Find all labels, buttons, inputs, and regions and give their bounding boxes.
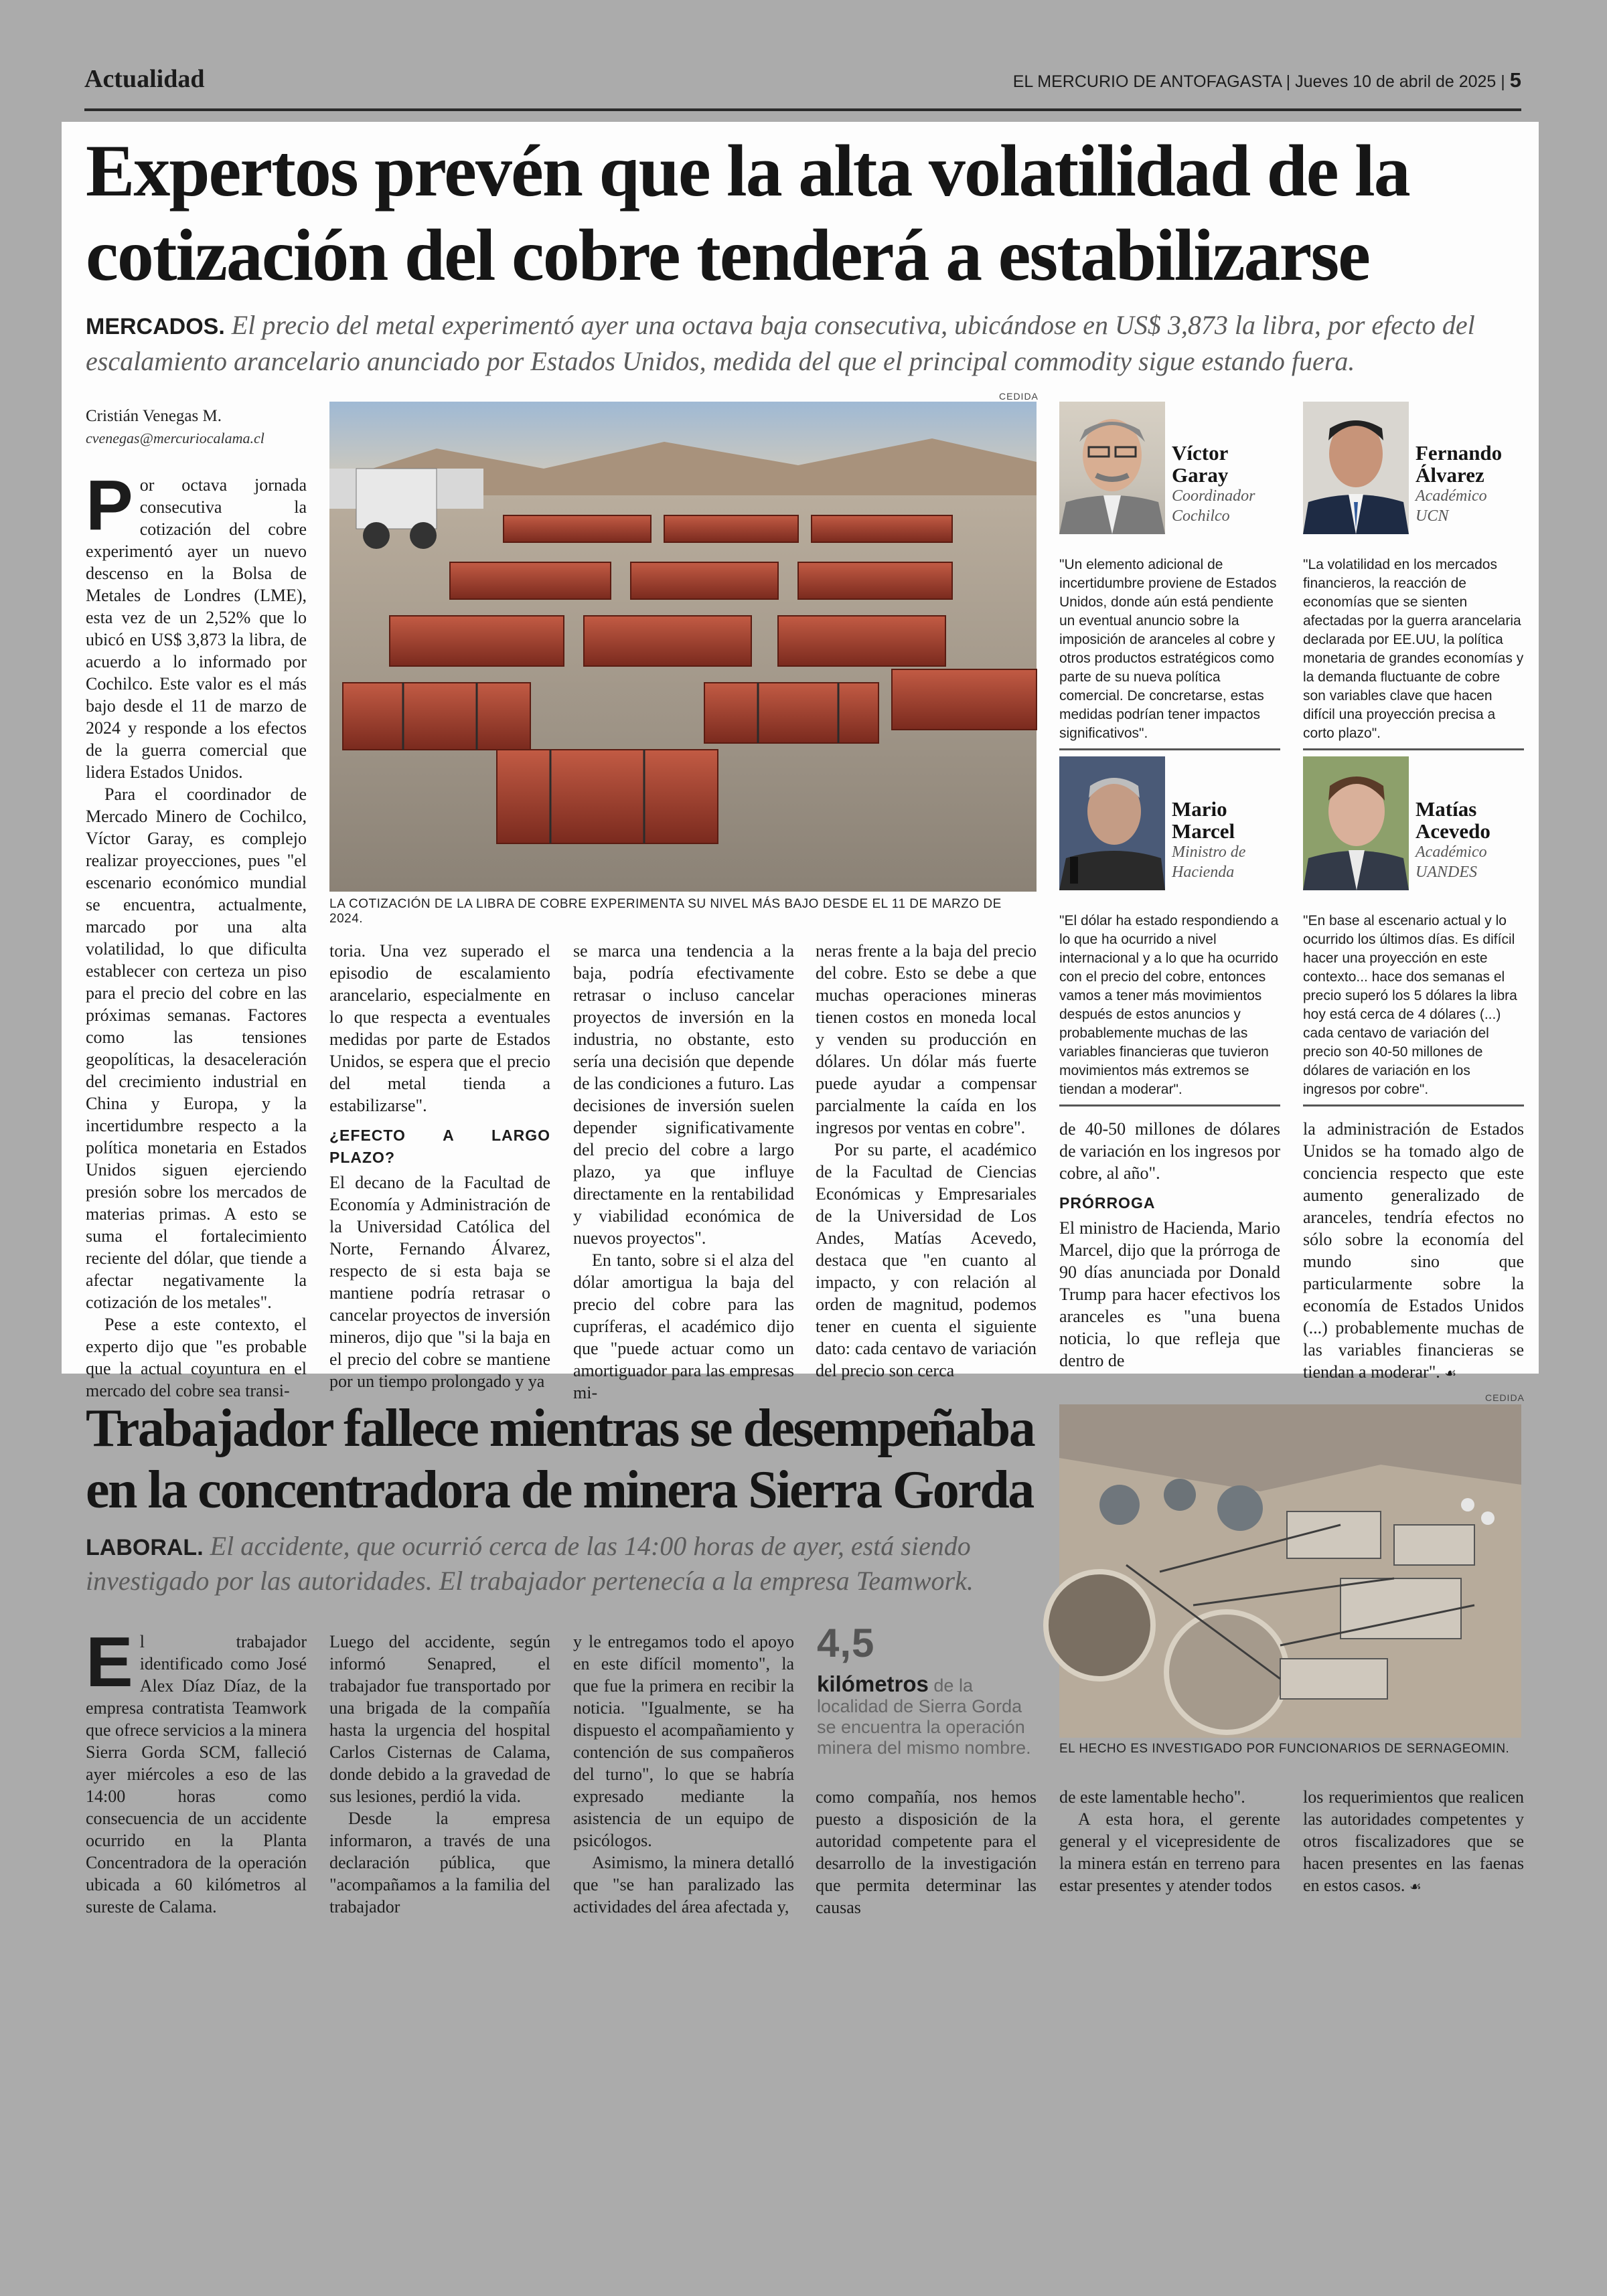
end-mark-icon: ☙ [1444,1365,1457,1381]
end-mark-icon: ☙ [1409,1878,1422,1894]
portrait-image [1303,402,1409,534]
newspaper-name: EL MERCURIO DE ANTOFAGASTA [1012,72,1282,91]
article-column-5 [1059,1786,1280,1913]
person-last-name: Álvarez [1415,463,1484,487]
person-first-name: Matías [1415,797,1477,821]
avatar [1059,756,1165,890]
paragraph: Asimismo, la minera detalló que "se han paralizado las actividades del área afectada y, [573,1853,794,1916]
paragraph-text: la administración de Estados Unidos se ha tomado algo de conciencia respecto que este aumento generalizado de aranceles, tendría efectos no sólo sobre la economía del mundo sino que particularmente sobre la economía de Estados Unidos (...) probablemente muchas de las variables financieras se tiendan a moderar". [1303,1119,1524,1382]
paragraph: toria. Una vez superado el episodio de escalamiento arancelario, especialmente en lo que respecta a eventuales medidas por parte de Estados Unidos, se espera que el precio del metal tienda a estabilizarse". [329,941,550,1115]
article-column-4 [816,1786,1037,1917]
page-number: 5 [1509,68,1521,92]
paragraph: Por su parte, el académico de la Facultad de Ciencias Económicas y Empresariales de la Universidad de Los Andes, Matías Acevedo, destaca que "en cuanto al impacto, y con relación al orden de magnitud, podemos tener en cuenta el siguiente dato: cada centavo de variación del precio son cerca [816,1140,1037,1380]
article-column-2 [329,940,550,1391]
portrait-image [1059,756,1165,890]
headline-line: cotización del cobre tenderá a estabilizarse [86,214,1369,296]
person-quote: "En base al escenario actual y lo ocurrido los últimos días. Es difícil hacer una proyección en este contexto... hace dos semanas el precio superó los 5 dólares la libra hoy está cerca de 4 dólares (...) cada centavo de variación del precio son 40-50 millones de dólares de variación en los ingresos por cobre". [1303,912,1524,1106]
paragraph: or octava jornada consecutiva la cotización del cobre experimentó ayer un nuevo descenso en la Bolsa de Metales de Londres (LME), esta vez de un 2,52% que lo ubicó en US$ 3,873 la libra, de acuerdo a lo informado por Cochilco. Este valor es el más bajo desde el 11 de marzo de 2024 y responde a los efectos de la guerra comercial que lidera Estados Unidos. [86,475,307,782]
photo-credit: CEDIDA [1485,1392,1525,1403]
byline: Cristián Venegas M. [86,407,222,425]
person-role: Académico [1415,843,1487,861]
person-organization: UANDES [1415,864,1477,881]
article-lede [86,308,1519,379]
person-name [1415,442,1502,526]
portrait-image [1303,756,1409,890]
paragraph: A esta hora, el gerente general y el vicepresidente de la minera están en terreno para estar presentes y atender todos [1059,1809,1280,1895]
paragraph: Luego del accidente, según informó Senapred, el trabajador fue transportado por una brigada de la compañía hasta la urgencia del hospital Carlos Cisternas de Calama, donde debido a la gravedad de sus lesiones, perdió la vida. [329,1632,550,1806]
article-column-3 [573,940,794,1402]
drop-cap: E [86,1623,133,1702]
person-organization: UCN [1415,507,1449,525]
paragraph: Pese a este contexto, el experto dijo que "es probable que la actual coyuntura en el mercado del cobre sea transi- [86,1315,307,1400]
section-label: Actualidad [84,65,205,93]
article-column-1 [86,466,307,1400]
article-column-4 [816,940,1037,1380]
byline-email: cvenegas@mercuriocalama.cl [86,430,264,446]
paragraph: El decano de la Facultad de Economía y Administración de la Universidad Católica del Norte, Fernando Álvarez, respecto de si esta baja se mantiene podría retrasar o cancelar proyectos de inversión mineros, dijo que "si la baja en el precio del cobre se mantiene por un tiempo prolongado y ya [329,1173,550,1391]
person-organization: Hacienda [1172,864,1235,881]
lede-text: El accidente, que ocurrió cerca de las 14:00 horas de ayer, está siendo investigado por las autoridades. El trabajador pertenecía a la empresa Teamwork. [86,1531,974,1596]
person-first-name: Mario [1172,797,1227,821]
paragraph: como compañía, nos hemos puesto a disposición de la autoridad competente para el desarrollo de la investigación que permita determinar las causas [816,1787,1037,1917]
issue-date: Jueves 10 de abril de 2025 [1295,72,1497,91]
copper-cathodes-photo [329,402,1037,892]
page-header [84,62,1521,111]
stat-text: de la localidad de Sierra Gorda se encuentra la operación minera del mismo nombre. [817,1675,1031,1758]
photo-credit: CEDIDA [999,391,1039,402]
article-column-2 [329,1631,550,1916]
paragraph: de 40-50 millones de dólares de variación en los ingresos por cobre, al año". [1059,1119,1280,1183]
stat-number: 4,5 [817,1621,875,1665]
article-headline [86,1398,1077,1521]
article-column-1 [86,1623,307,1916]
person-name [1415,798,1490,882]
headline-line: Trabajador fallece mientras se desempeñaba [86,1399,1035,1458]
avatar [1303,402,1409,534]
article-column-6 [1303,1786,1524,1913]
headline-line: Expertos prevén que la alta volatilidad de la [86,130,1409,212]
drop-cap: P [86,466,133,545]
paragraph: Para el coordinador de Mercado Minero de Cochilco, Víctor Garay, es complejo realizar proyecciones, pues "el escenario económico mundial se encuentra, actualmente, marcado por una alta volatilidad, lo que dificulta establecer con certeza un piso para el precio del cobre en las próximas semanas. Factores como las tensiones geopolíticas, la desaceleración del crecimiento industrial en China y Europa, y la incertidumbre respecto a la política monetaria en Estados Unidos siguen ejerciendo presión sobre los mercados de materias primas. A esto se suma el fortalecimiento reciente del dólar, que tiende a afectar negativamente la cotización de los metales". [86,785,307,1312]
headline-line: en la concentradora de minera Sierra Gorda [86,1461,1033,1520]
avatar [1303,756,1409,890]
article-headline [86,129,1492,297]
person-name [1172,442,1255,526]
article-column-6 [1303,1118,1524,1382]
lede-text: El precio del metal experimentó ayer una octava baja consecutiva, ubicándose en US$ 3,873 la libra, por efecto del escalamiento arancelario anunciado por Estados Unidos, medida del que el principal commodity sigue estando fuera. [86,310,1475,376]
mine-aerial-photo [1059,1404,1521,1738]
person-first-name: Víctor [1172,441,1229,465]
stat-description [817,1673,1038,1758]
newspaper-dateline: EL MERCURIO DE ANTOFAGASTA | Jueves 10 de abril de 2025 | 5 [1012,68,1521,92]
person-quote: "La volatilidad en los mercados financieros, la reacción de economías que se sienten afectadas por la guerra arancelaria declarada por EE.UU, la política monetaria de grandes economías y la demanda fluctuante de cobre son variables clave que hacen difícil una proyección precisa a corto plazo". [1303,556,1524,750]
photo-caption: EL HECHO ES INVESTIGADO POR FUNCIONARIOS DE SERNAGEOMIN. [1059,1742,1510,1756]
photo-caption: LA COTIZACIÓN DE LA LIBRA DE COBRE EXPERIMENTA SU NIVEL MÁS BAJO DESDE EL 11 DE MARZO DE 2024. [329,897,1002,926]
person-first-name: Fernando [1415,441,1503,465]
person-last-name: Acevedo [1415,819,1490,843]
paragraph: se marca una tendencia a la baja, podría efectivamente retrasar o incluso cancelar proyectos de inversión en la industria, no obstante, esto sería una decisión que depende de las condiciones a futuro. Las decisiones de inversión suelen depender significativamente del precio del cobre a largo plazo, ya que influye directamente en la rentabilidad y viabilidad económica de nuevos proyectos". [573,941,794,1248]
lede-kicker: MERCADOS. [86,314,225,339]
paragraph: En tanto, sobre si el alza del dólar amortigua la baja del precio del cobre para las cupríferas, el académico dijo que "puede actuar como un amortiguador para las empresas mi- [573,1250,794,1402]
article-lede [86,1530,1077,1598]
subheading: PRÓRROGA [1059,1194,1156,1212]
paragraph: Desde la empresa informaron, a través de una declaración pública, que "acompañamos a la familia del trabajador [329,1809,550,1916]
paragraph-text: los requerimientos que realicen las autoridades competentes y otros fiscalizadores que se hacen presentes en las faenas en estos casos. [1303,1787,1524,1895]
stat-unit: kilómetros [817,1671,929,1696]
person-quote: "El dólar ha estado respondiendo a lo que ha ocurrido a nivel internacional y a lo que ha ocurrido con el precio del cobre, entonces vamos a tener más movimientos después de estos anuncios y probablemente muchas de las variables financieras que tuvieron movimientos más extremos se tiendan a moderar". [1059,912,1280,1106]
paragraph: El ministro de Hacienda, Mario Marcel, dijo que la prórroga de 90 días anunciada por Donald Trump para hacer efectivos los aranceles es "una buena noticia, lo que refleja que dentro de [1059,1218,1280,1370]
person-role: Coordinador [1172,487,1255,505]
person-quote: "Un elemento adicional de incertidumbre proviene de Estados Unidos, donde aún está pendiente un eventual anuncio sobre la imposición de aranceles al cobre y otros productos estratégicos como parte de su nueva política comercial. De concretarse, estas medidas podrían tener impactos significativos". [1059,556,1280,750]
person-organization: Cochilco [1172,507,1230,525]
article-column-5 [1059,1118,1280,1370]
portrait-image [1059,402,1165,534]
paragraph [1303,1786,1524,1898]
paragraph [1303,1118,1524,1384]
paragraph: l trabajador identificado como José Alex Díaz Díaz, de la empresa contratista Teamwork que ofrece servicios a la minera Sierra Gorda SCM, falleció ayer miércoles a eso de las 14:00 horas como consecuencia de un accidente ocurrido en la Planta Concentradora de la operación ubicada a 60 kilómetros al sureste de Calama. [86,1632,307,1916]
person-role: Académico [1415,487,1487,505]
paragraph: y le entregamos todo el apoyo en este difícil momento", la que fue la primera en recibir la noticia. "Igualmente, se ha dispuesto el acompañamiento y contención de sus compañeros del turno", lo que se habría expresado mediante la asistencia de un equipo de psicólogos. [573,1632,794,1850]
person-name [1172,798,1245,882]
person-role: Ministro de [1172,843,1246,861]
paragraph: de este lamentable hecho". [1059,1787,1245,1807]
avatar [1059,402,1165,534]
mine-aerial-image [1059,1404,1521,1738]
person-last-name: Garay [1172,463,1229,487]
person-last-name: Marcel [1172,819,1235,843]
article-column-3 [573,1631,794,1916]
subheading: ¿EFECTO A LARGO PLAZO? [329,1127,550,1166]
lede-kicker: LABORAL. [86,1535,204,1560]
copper-cathodes-image [329,402,1037,892]
paragraph: neras frente a la baja del precio del cobre. Esto se debe a que muchas operaciones mineras tienen costos en moneda local y venden su producción en dólares. Un dólar más fuerte puede ayudar a compensar parcialmente la caída en los ingresos por ventas en cobre". [816,941,1037,1137]
